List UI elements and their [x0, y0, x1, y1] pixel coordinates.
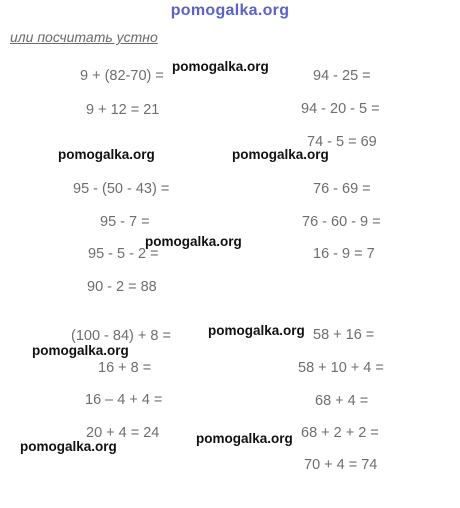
watermark: pomogalka.org [172, 59, 269, 74]
problem-5-line-4: 20 + 4 = 24 [86, 425, 160, 441]
problem-4-line-2: 76 - 60 - 9 = [302, 214, 381, 230]
watermark: pomogalka.org [196, 431, 293, 446]
problem-3-line-2: 95 - 7 = [100, 214, 150, 230]
problem-5-line-1: (100 - 84) + 8 = [71, 328, 171, 344]
problem-4-line-1: 76 - 69 = [313, 181, 371, 197]
subtitle: или посчитать устно [10, 29, 158, 45]
problem-6-line-5: 70 + 4 = 74 [304, 457, 378, 473]
watermark: pomogalka.org [145, 234, 242, 249]
problem-3-line-1: 95 - (50 - 43) = [73, 181, 170, 197]
problem-2-line-2: 94 - 20 - 5 = [301, 101, 380, 117]
problem-2-line-1: 94 - 25 = [313, 68, 371, 84]
problem-6-line-3: 68 + 4 = [315, 393, 369, 409]
watermark: pomogalka.org [20, 439, 117, 454]
problem-3-line-4: 90 - 2 = 88 [87, 279, 157, 295]
problem-3-line-3: 95 - 5 - 2 = [88, 246, 159, 262]
watermark: pomogalka.org [208, 323, 305, 338]
problem-5-line-2: 16 + 8 = [98, 360, 152, 376]
problem-2-line-3: 74 - 5 = 69 [307, 134, 377, 150]
problem-6-line-1: 58 + 16 = [313, 327, 375, 343]
problem-6-line-4: 68 + 2 + 2 = [301, 425, 379, 441]
problem-4-line-3: 16 - 9 = 7 [313, 246, 375, 262]
problem-5-line-3: 16 – 4 + 4 = [85, 392, 163, 408]
site-logo: pomogalka.org [170, 2, 290, 19]
watermark: pomogalka.org [58, 147, 155, 162]
problem-6-line-2: 58 + 10 + 4 = [298, 360, 384, 376]
watermark: pomogalka.org [32, 343, 129, 358]
problem-1-line-1: 9 + (82-70) = [80, 68, 164, 84]
problem-1-line-2: 9 + 12 = 21 [86, 102, 160, 118]
watermark: pomogalka.org [232, 147, 329, 162]
